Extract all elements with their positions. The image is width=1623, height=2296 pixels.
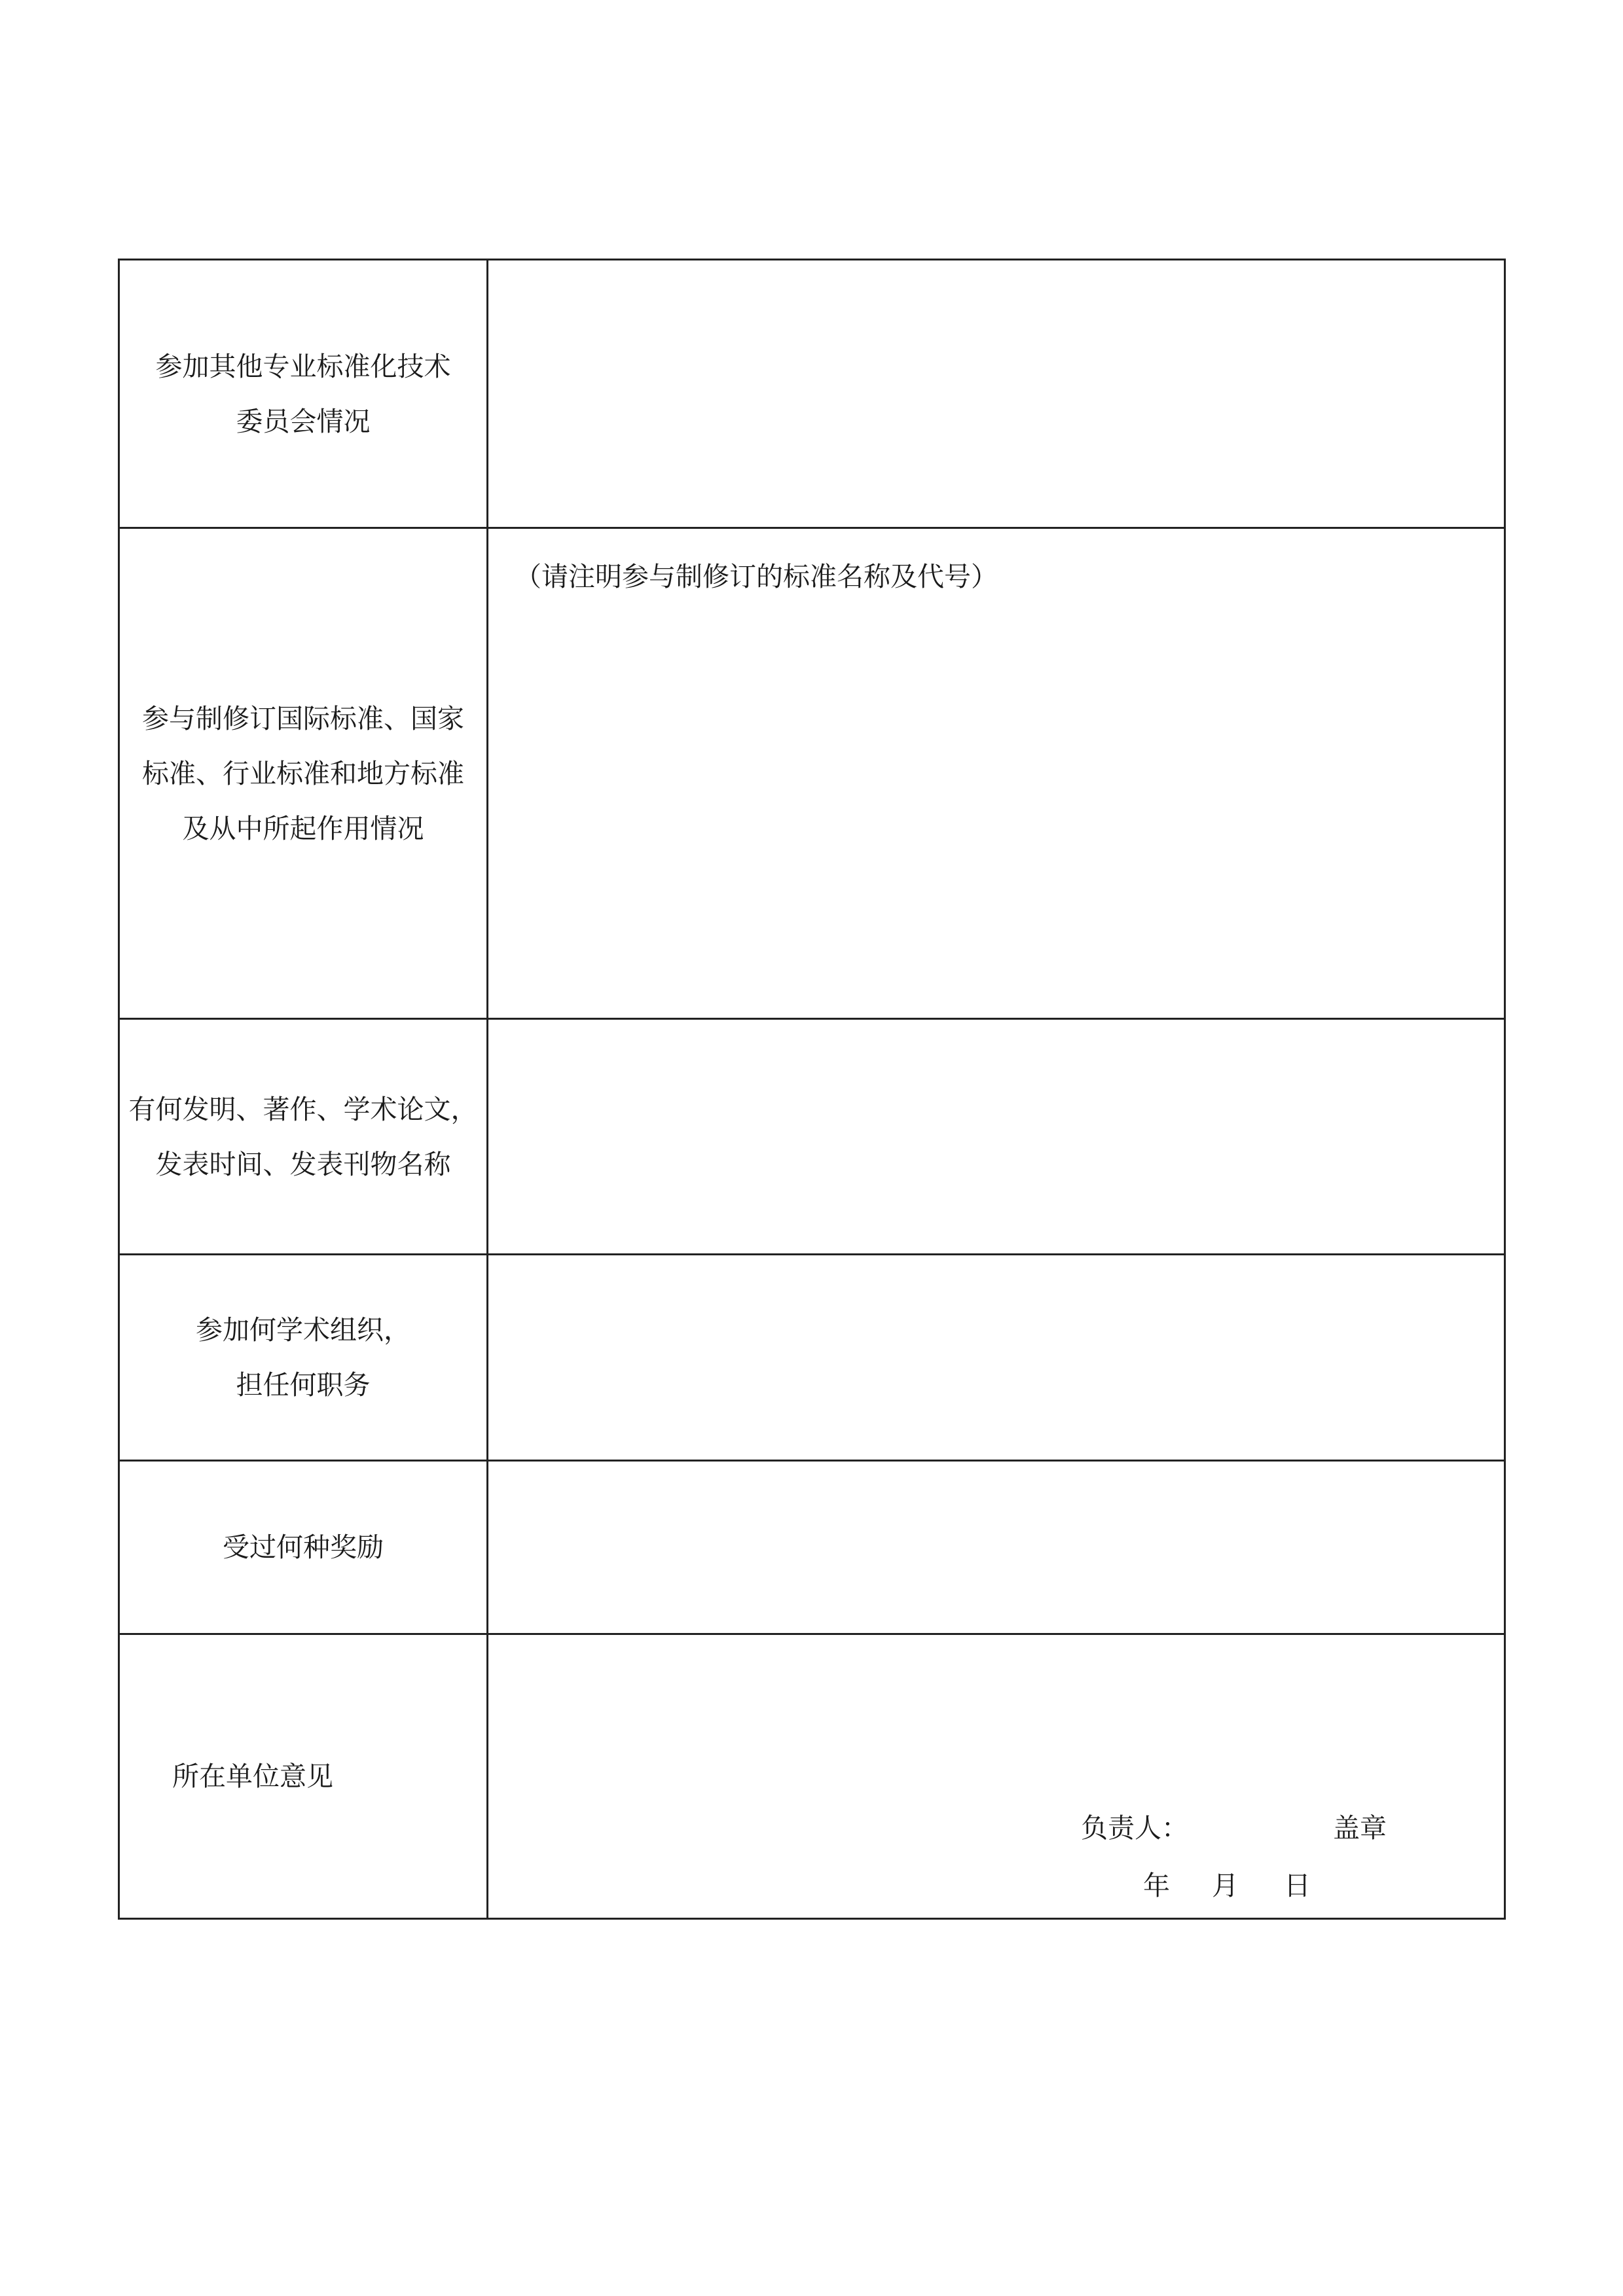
form-row-organizations	[119, 1255, 1505, 1461]
field-publications[interactable]	[488, 1019, 1505, 1255]
field-committee[interactable]	[488, 260, 1505, 528]
label-line: 发表时间、发表刊物名称	[155, 1148, 451, 1180]
label-line: 标准、行业标准和地方标准	[142, 757, 464, 789]
form-row-standards	[119, 528, 1505, 1019]
form-row-committee	[119, 260, 1505, 528]
year-label: 年	[1143, 1870, 1170, 1901]
label-unit-opinion	[119, 1634, 488, 1919]
field-unit-opinion[interactable]	[488, 1634, 1505, 1919]
label-line: 所在单位意见	[172, 1761, 333, 1792]
application-form-table	[118, 259, 1506, 1920]
field-standards[interactable]	[488, 528, 1505, 1019]
responsible-person-label: 负责人：	[1081, 1812, 1188, 1844]
label-line: 担任何职务	[236, 1369, 371, 1401]
form-row-publications	[119, 1019, 1505, 1255]
field-awards[interactable]	[488, 1461, 1505, 1634]
label-line: 受过何种奖励	[223, 1532, 384, 1563]
label-awards	[119, 1461, 488, 1634]
label-publications	[119, 1019, 488, 1255]
day-label: 日	[1284, 1870, 1311, 1901]
label-organizations	[119, 1255, 488, 1461]
label-line: 参加其他专业标准化技术	[155, 350, 451, 382]
label-committee	[119, 260, 488, 528]
standards-hint: （请注明参与制修订的标准名称及代号）	[515, 561, 998, 592]
label-line: 有何发明、著作、学术论文，	[128, 1093, 478, 1125]
label-standards	[119, 528, 488, 1019]
label-line: 委员会情况	[236, 405, 371, 437]
label-line: 参加何学术组织，	[196, 1314, 410, 1346]
label-line: 及从中所起作用情况	[182, 812, 424, 844]
field-organizations[interactable]	[488, 1255, 1505, 1461]
month-label: 月	[1212, 1870, 1239, 1901]
label-line: 参与制修订国际标准、国家	[142, 702, 464, 734]
form-row-unit-opinion	[119, 1634, 1505, 1919]
seal-label: 盖章	[1333, 1812, 1387, 1844]
form-row-awards	[119, 1461, 1505, 1634]
